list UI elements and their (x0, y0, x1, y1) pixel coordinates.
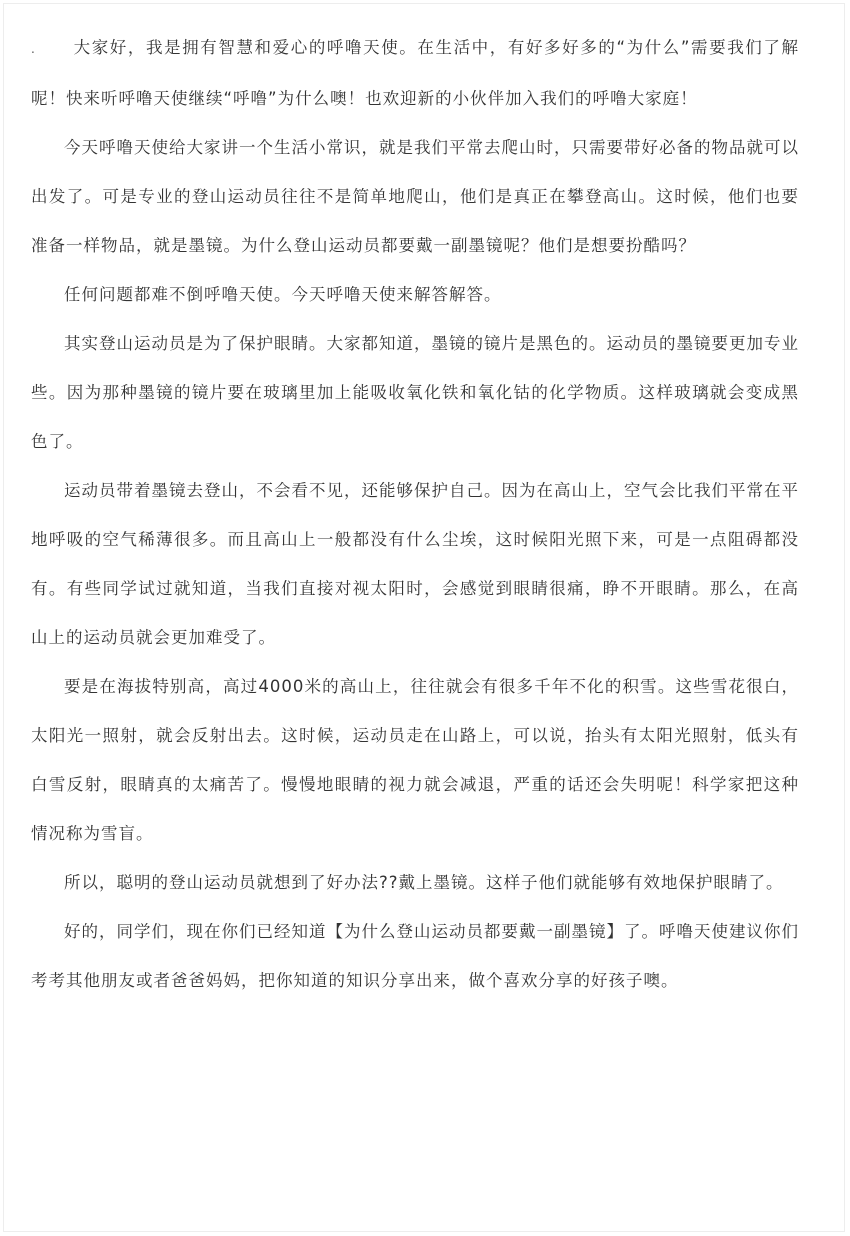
paragraph-text: 大家好，我是拥有智慧和爱心的呼噜天使。在生活中，有好多好多的“为什么”需要我们了解呢！快来听呼噜天使继续“呼噜”为什么噢！也欢迎新的小伙伴加入我们的呼噜大家庭！ (31, 38, 799, 108)
paragraph-snow-blindness: 要是在海拔特别高，高过4000米的高山上，往往就会有很多千年不化的积雪。这些雪花很白，太阳光一照射，就会反射出去。这时候，运动员走在山路上，可以说，抬头有太阳光照射，低头有白雪反射，眼睛真的太痛苦了。慢慢地眼睛的视力就会减退，严重的话还会失明呢！科学家把这种情况称为雪盲。 (31, 677, 799, 843)
paragraph-transition: 任何问题都难不倒呼噜天使。今天呼噜天使来解答解答。 (64, 285, 502, 304)
paragraph-solution: 所以，聪明的登山运动员就想到了好办法??戴上墨镜。这样子他们就能够有效地保护眼睛了。 (64, 873, 784, 892)
paragraph-topic: 今天呼噜天使给大家讲一个生活小常识，就是我们平常去爬山时，只需要带好必备的物品就可以出发了。可是专业的登山运动员往往不是简单地爬山，他们是真正在攀登高山。这时候，他们也要准备一样物品，就是墨镜。为什么登山运动员都要戴一副墨镜呢？他们是想要扮酷吗？ (31, 138, 799, 255)
document-page (3, 3, 845, 1232)
paragraph-closing: 好的，同学们，现在你们已经知道【为什么登山运动员都要戴一副墨镜】了。呼噜天使建议你们考考其他朋友或者爸爸妈妈，把你知道的知识分享出来，做个喜欢分享的好孩子噢。 (31, 922, 799, 990)
lead-mark: . (31, 42, 36, 56)
paragraph-explanation: 其实登山运动员是为了保护眼睛。大家都知道，墨镜的镜片是黑色的。运动员的墨镜要更加专业些。因为那种墨镜的镜片要在玻璃里加上能吸收氧化铁和氧化钴的化学物质。这样玻璃就会变成黑色了。 (31, 334, 799, 451)
paragraph-high-altitude: 运动员带着墨镜去登山，不会看不见，还能够保护自己。因为在高山上，空气会比我们平常在平地呼吸的空气稀薄很多。而且高山上一般都没有什么尘埃，这时候阳光照下来，可是一点阻碍都没有。有些同学试过就知道，当我们直接对视太阳时，会感觉到眼睛很痛，睁不开眼睛。那么，在高山上的运动员就会更加难受了。 (31, 481, 799, 647)
paragraph-intro (31, 23, 799, 123)
article-body (31, 23, 799, 1005)
